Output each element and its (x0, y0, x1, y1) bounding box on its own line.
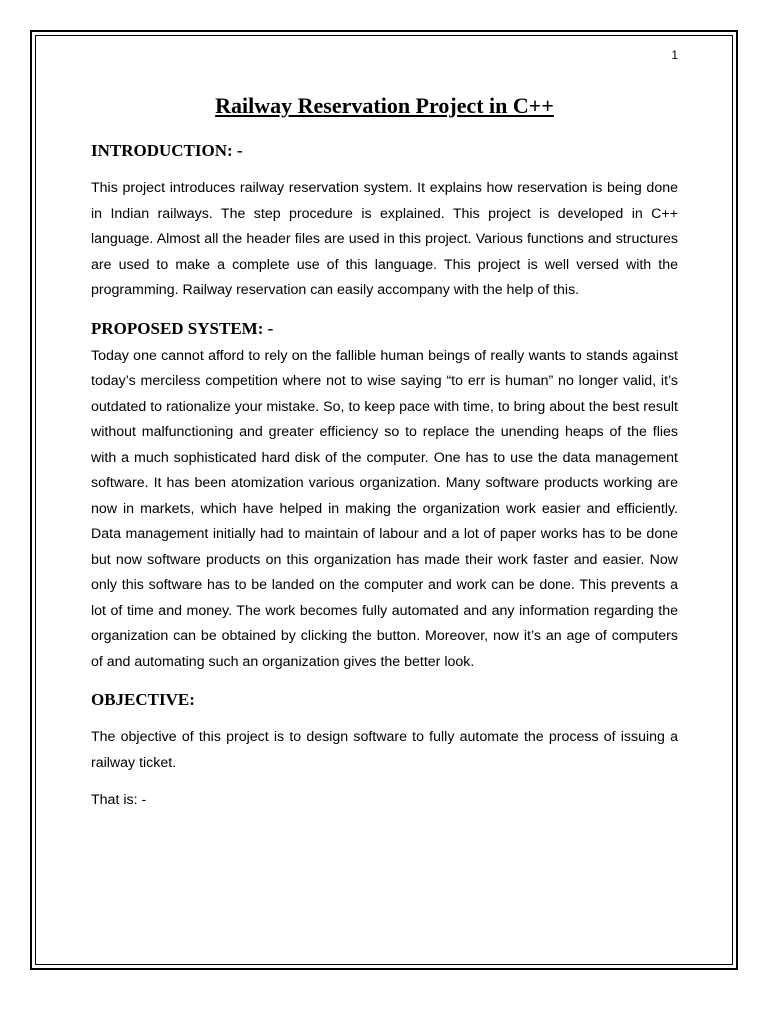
objective-paragraph: The objective of this project is to design software to fully automate the process of issuing a railway ticket. (91, 729, 678, 771)
objective-followup-text: That is: - (91, 792, 147, 808)
introduction-heading: INTRODUCTION: - (91, 141, 243, 160)
proposed-system-heading: PROPOSED SYSTEM: - (91, 318, 274, 338)
objective-heading: OBJECTIVE: (91, 690, 195, 709)
proposed-system-paragraph: Today one cannot afford to rely on the fallible human beings of really wants to stands against today’s merciless competition where not to wise saying “to err is human” no longer valid, it’s outdated to rationalize your mistake. So, to keep pace with time, to bring about the best result without malfunctioning and greater efficiency so to replace the unending heaps of the flies with a much sophisticated hard disk of the computer. One has to use the data management software. It has been atomization various organization. Many software products working are now in markets, which have helped in making the organization work easier and efficiently. Data management initially had to maintain of labour and a lot of paper works has to be done but now software products on this organization has made their work faster and easier. Now only this software has to be landed on the computer and work can be done. This prevents a lot of time and money. The work becomes fully automated and any information regarding the organization can be obtained by clicking the button. Moreover, now it’s an age of computers of and automating such an organization gives the better look. (91, 347, 678, 670)
document-title: Railway Reservation Project in C++ (215, 93, 554, 118)
introduction-paragraph: This project introduces railway reservation system. It explains how reservation is being done in Indian railways. The step procedure is explained. This project is developed in C++ language. Almost all the header files are used in this project. Various functions and structures are used to make a complete use of this language. This project is well versed with the programming. Railway reservation can easily accompany with the help of this. (91, 180, 678, 298)
introduction-section (91, 140, 678, 304)
proposed-system-section (91, 318, 678, 676)
document-content (91, 92, 678, 814)
objective-section (91, 689, 678, 814)
page-number: 1 (671, 48, 678, 62)
